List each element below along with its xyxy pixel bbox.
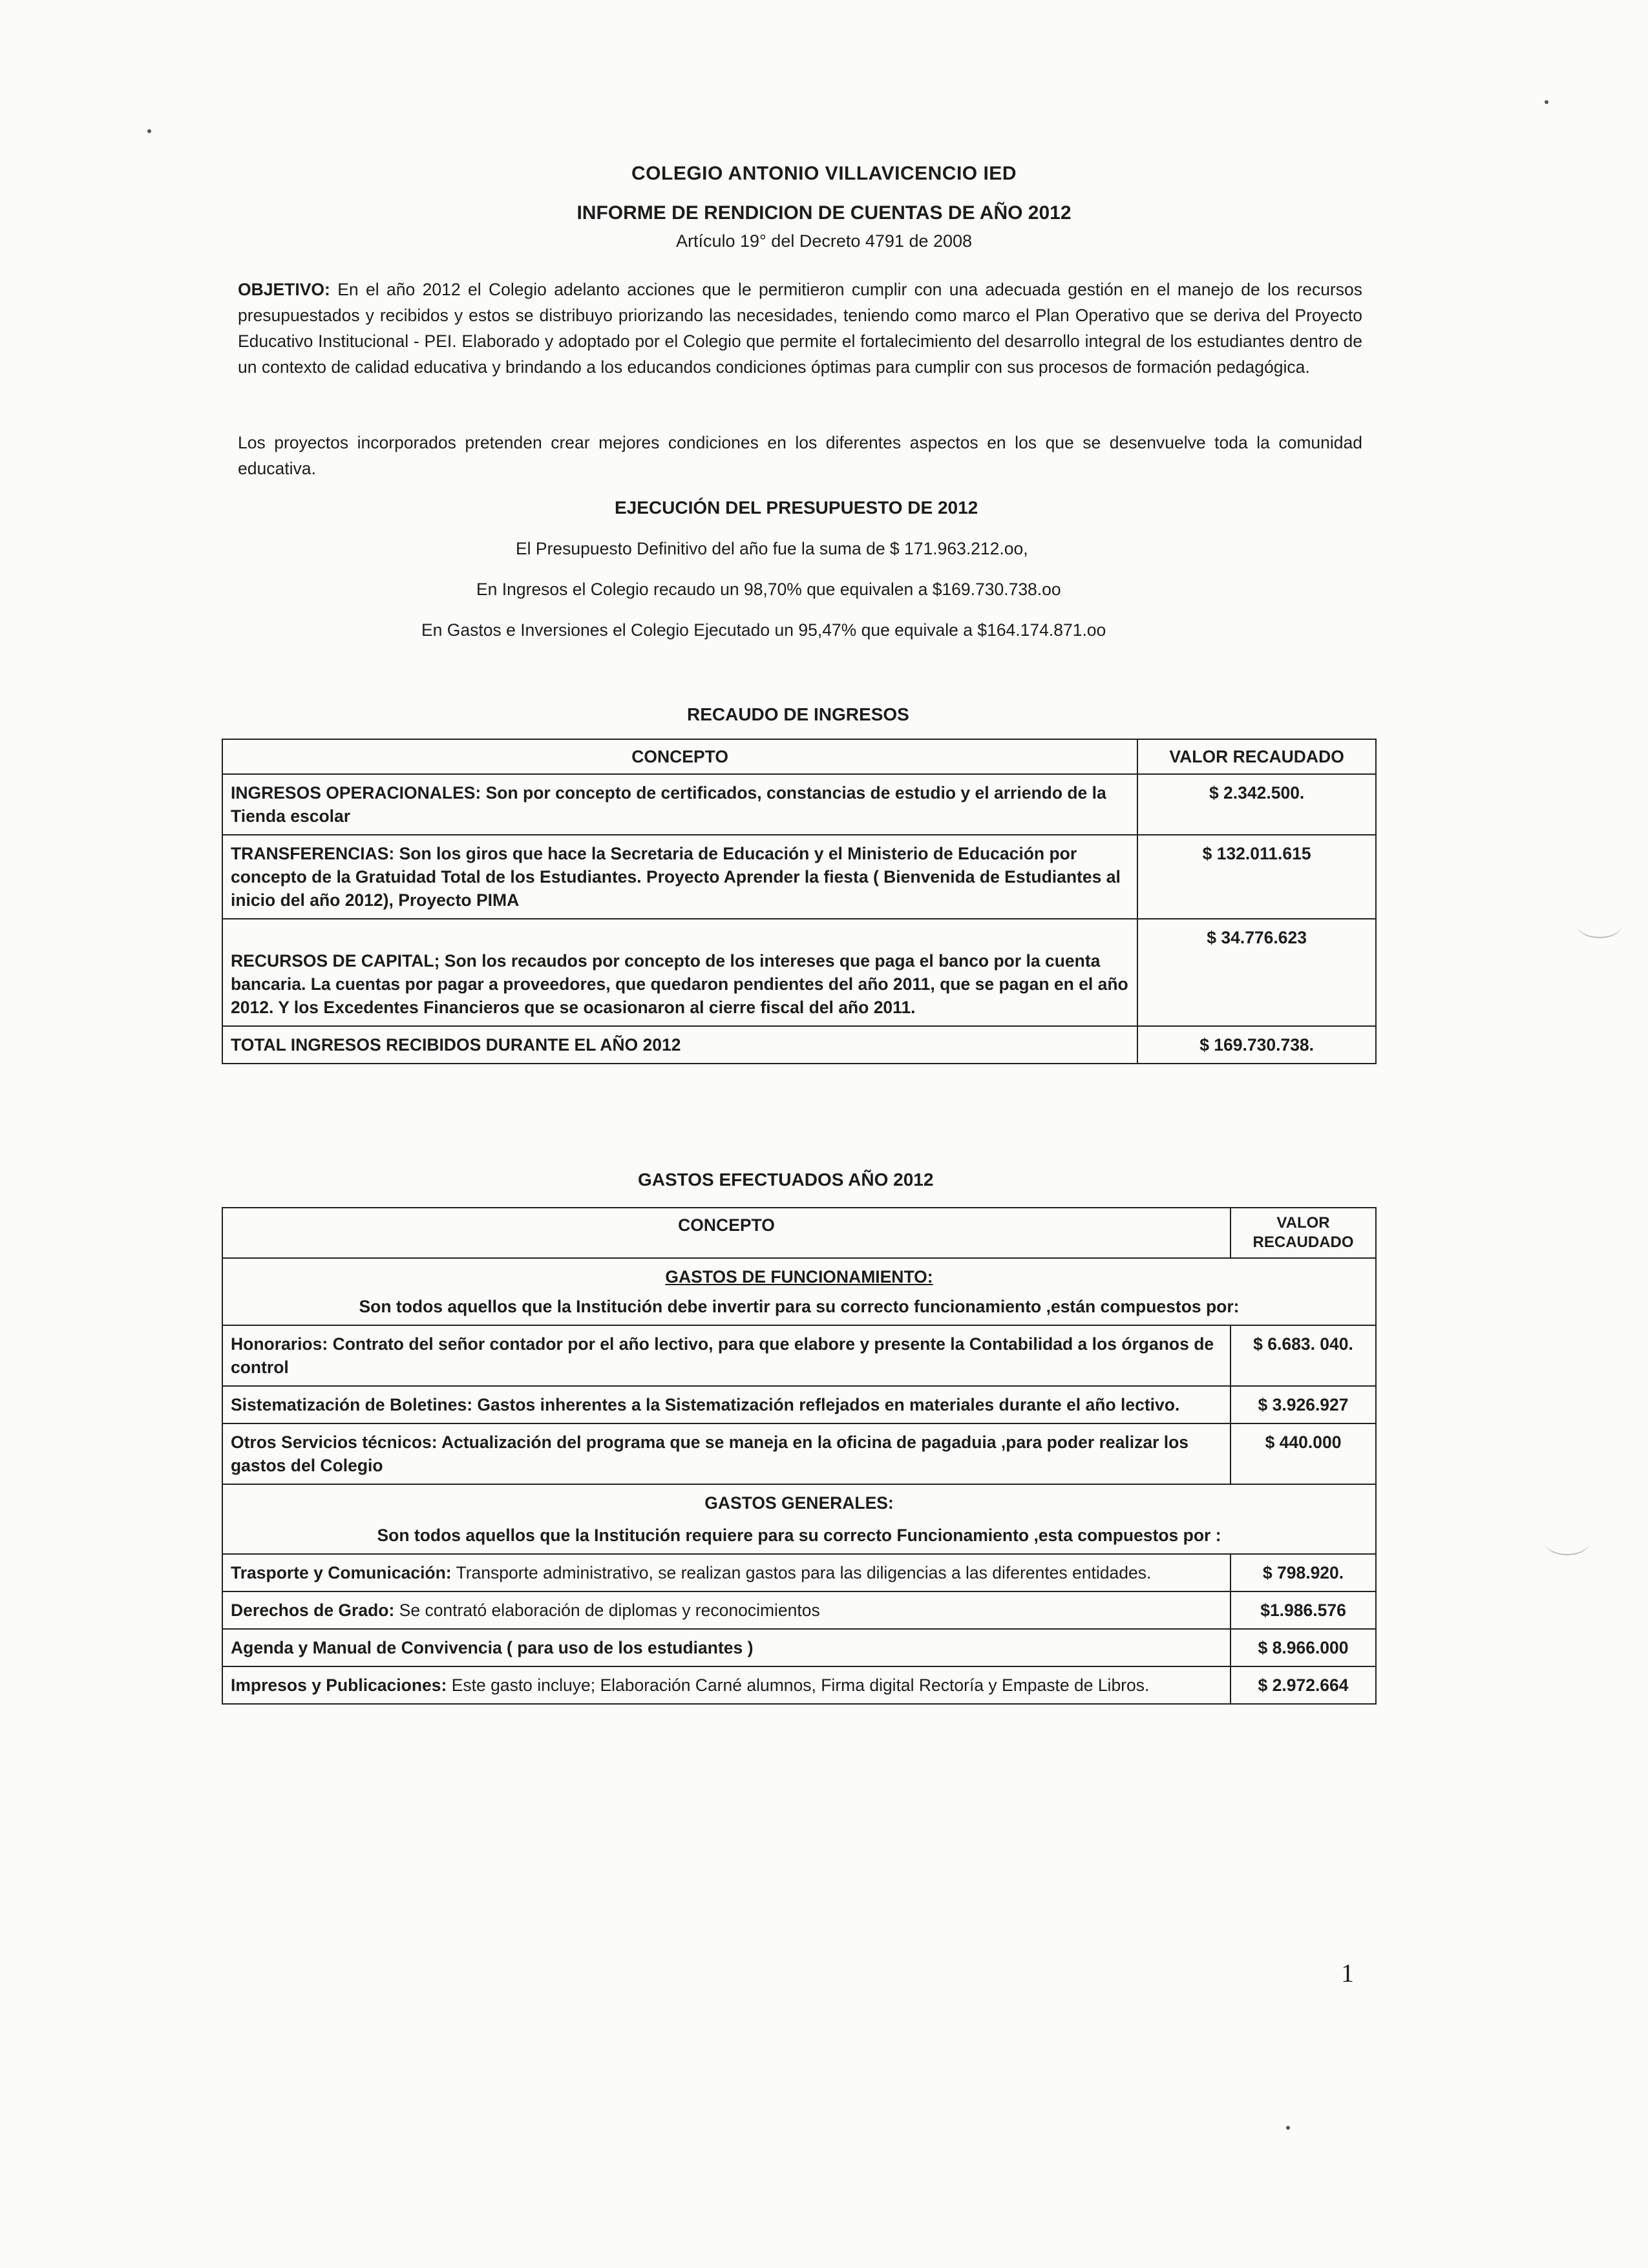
expense-row xyxy=(222,1629,1376,1666)
expense-row-text: Contrato del señor contador por el año lectivo, para que elabore y presente la Contabilidad a los órganos de control xyxy=(231,1334,1214,1377)
income-title: RECAUDO DE INGRESOS xyxy=(687,704,909,724)
income-header-row xyxy=(222,739,1376,774)
expense-row-value: $1.986.576 xyxy=(1231,1591,1376,1629)
expenses-header-row xyxy=(222,1208,1376,1258)
expense-row-value: $ 2.972.664 xyxy=(1231,1666,1376,1704)
punch-hole-mark xyxy=(1545,1528,1590,1555)
expense-row-value: $ 3.926.927 xyxy=(1231,1386,1376,1423)
projects-paragraph: Los proyectos incorporados pretenden crear mejores condiciones en los diferentes aspectos en los que se desenvuelve toda la comunidad educativa. xyxy=(238,433,1362,478)
general-heading: GASTOS GENERALES: xyxy=(704,1493,894,1513)
expense-row-label: Impresos y Publicaciones: xyxy=(231,1675,447,1695)
expenses-table xyxy=(222,1207,1377,1705)
expense-row-text: Transporte administrativo, se realizan gastos para las diligencias a las diferentes entidades. xyxy=(456,1563,1152,1582)
budget-title: EJECUCIÓN DEL PRESUPUESTO DE 2012 xyxy=(615,498,978,518)
expense-row xyxy=(222,1591,1376,1629)
income-table xyxy=(222,739,1377,1064)
income-row-text: Son los recaudos por concepto de los intereses que paga el banco por la cuenta bancaria. La cuentas por pagar a proveedores, que quedaron pendientes del año 2011, que se pagan en el año 2012. Y los Excedentes Financieros que se ocasionaron al cierre fiscal del año 2011. xyxy=(231,951,1128,1017)
expense-row-value: $ 798.920. xyxy=(1231,1554,1376,1591)
expense-row-value: $ 8.966.000 xyxy=(1231,1629,1376,1666)
general-section-row xyxy=(222,1484,1376,1554)
expense-row xyxy=(222,1386,1376,1423)
budget-line-3: En Gastos e Inversiones el Colegio Ejecutado un 95,47% que equivale a $164.174.871.oo xyxy=(421,620,1106,640)
decree-reference: Artículo 19° del Decreto 4791 de 2008 xyxy=(675,231,973,251)
income-row-label: TRANSFERENCIAS: xyxy=(231,844,395,863)
expense-row-text: Actualización del programa que se maneja en la oficina de pagaduia ,para poder realizar los gastos del Colegio xyxy=(231,1433,1189,1475)
income-total-value: $ 169.730.738. xyxy=(1137,1026,1376,1064)
functioning-heading: GASTOS DE FUNCIONAMIENTO: xyxy=(665,1267,933,1286)
punch-hole-mark xyxy=(1577,911,1622,938)
page-number: 1 xyxy=(1341,1958,1354,1988)
budget-line-2: En Ingresos el Colegio recaudo un 98,70% que equivalen a $169.730.738.oo xyxy=(476,580,1061,599)
income-row-label: RECURSOS DE CAPITAL; xyxy=(231,951,440,971)
expense-row-label: Trasporte y Comunicación: xyxy=(231,1563,452,1582)
income-row-value: $ 34.776.623 xyxy=(1137,919,1376,1026)
income-row-value: $ 132.011.615 xyxy=(1137,835,1376,919)
scan-speck xyxy=(1545,100,1548,104)
income-concept-header: CONCEPTO xyxy=(222,739,1137,774)
income-total-row xyxy=(222,1026,1376,1064)
expense-row xyxy=(222,1666,1376,1704)
income-row-label: INGRESOS OPERACIONALES: xyxy=(231,783,481,803)
income-row-text: Son los giros que hace la Secretaria de Educación y el Ministerio de Educación por concepto de la Gratuidad Total de los Estudiantes. Proyecto Aprender la fiesta ( Bienvenida de Estudiantes al inicio del año 2012), Proyecto PIMA xyxy=(231,844,1121,910)
income-row-value: $ 2.342.500. xyxy=(1137,774,1376,835)
functioning-note: Son todos aquellos que la Institución debe invertir para su correcto funcionamiento ,están compuestos por: xyxy=(359,1297,1240,1316)
expense-row xyxy=(222,1423,1376,1484)
expense-row xyxy=(222,1554,1376,1591)
expenses-value-header: VALOR RECAUDADO xyxy=(1231,1208,1376,1258)
report-title: INFORME DE RENDICION DE CUENTAS DE AÑO 2012 xyxy=(576,202,1072,224)
scan-speck xyxy=(1286,2126,1290,2130)
expenses-title: GASTOS EFECTUADOS AÑO 2012 xyxy=(638,1170,934,1190)
income-row-text: Son por concepto de certificados, constancias de estudio y el arriendo de la Tienda escolar xyxy=(231,783,1106,826)
school-name: COLEGIO ANTONIO VILLAVICENCIO IED xyxy=(631,163,1017,184)
expense-row xyxy=(222,1325,1376,1386)
expense-row-text: Este gasto incluye; Elaboración Carné alumnos, Firma digital Rectoría y Empaste de Libros. xyxy=(451,1675,1150,1695)
expense-row-text: Se contrató elaboración de diplomas y reconocimientos xyxy=(399,1601,820,1620)
expense-row-label: Honorarios: xyxy=(231,1334,328,1354)
expense-row-label: Derechos de Grado: xyxy=(231,1601,395,1620)
expense-row-label: Agenda y Manual de Convivencia ( para uso de los estudiantes ) xyxy=(231,1638,754,1657)
expense-row-value: $ 6.683. 040. xyxy=(1231,1325,1376,1386)
income-row xyxy=(222,835,1376,919)
expense-row-label: Sistematización de Boletines: xyxy=(231,1395,473,1414)
functioning-section-row xyxy=(222,1258,1376,1325)
expense-row-label: Otros Servicios técnicos: xyxy=(231,1433,438,1452)
budget-line-1: El Presupuesto Definitivo del año fue la suma de $ 171.963.212.oo, xyxy=(516,539,1028,558)
income-row xyxy=(222,919,1376,1026)
income-value-header: VALOR RECAUDADO xyxy=(1137,739,1376,774)
income-total-label: TOTAL INGRESOS RECIBIDOS DURANTE EL AÑO 2012 xyxy=(222,1026,1137,1064)
expense-row-value: $ 440.000 xyxy=(1231,1423,1376,1484)
objective-paragraph xyxy=(238,277,1362,380)
expense-row-text: Gastos inherentes a la Sistematización reflejados en materiales durante el año lectivo. xyxy=(477,1395,1180,1414)
general-note: Son todos aquellos que la Institución requiere para su correcto Funcionamiento ,esta compuestos por : xyxy=(377,1526,1221,1545)
income-row xyxy=(222,774,1376,835)
expenses-concept-header: CONCEPTO xyxy=(222,1208,1231,1258)
objective-label: OBJETIVO: xyxy=(238,280,330,299)
objective-text: En el año 2012 el Colegio adelanto acciones que le permitieron cumplir con una adecuada gestión en el manejo de los recursos presupuestados y recibidos y estos se distribuyo priorizando las necesidades, teniendo como marco el Plan Operativo que se deriva del Proyecto Educativo Institucional - PEI. Elaborado y adoptado por el Colegio que permite el fortalecimiento del desarrollo integral de los estudiantes dentro de un contexto de calidad educativa y brindando a los educandos condiciones óptimas para cumplir con sus procesos de formación pedagógica. xyxy=(238,280,1362,377)
scan-speck xyxy=(147,129,151,133)
